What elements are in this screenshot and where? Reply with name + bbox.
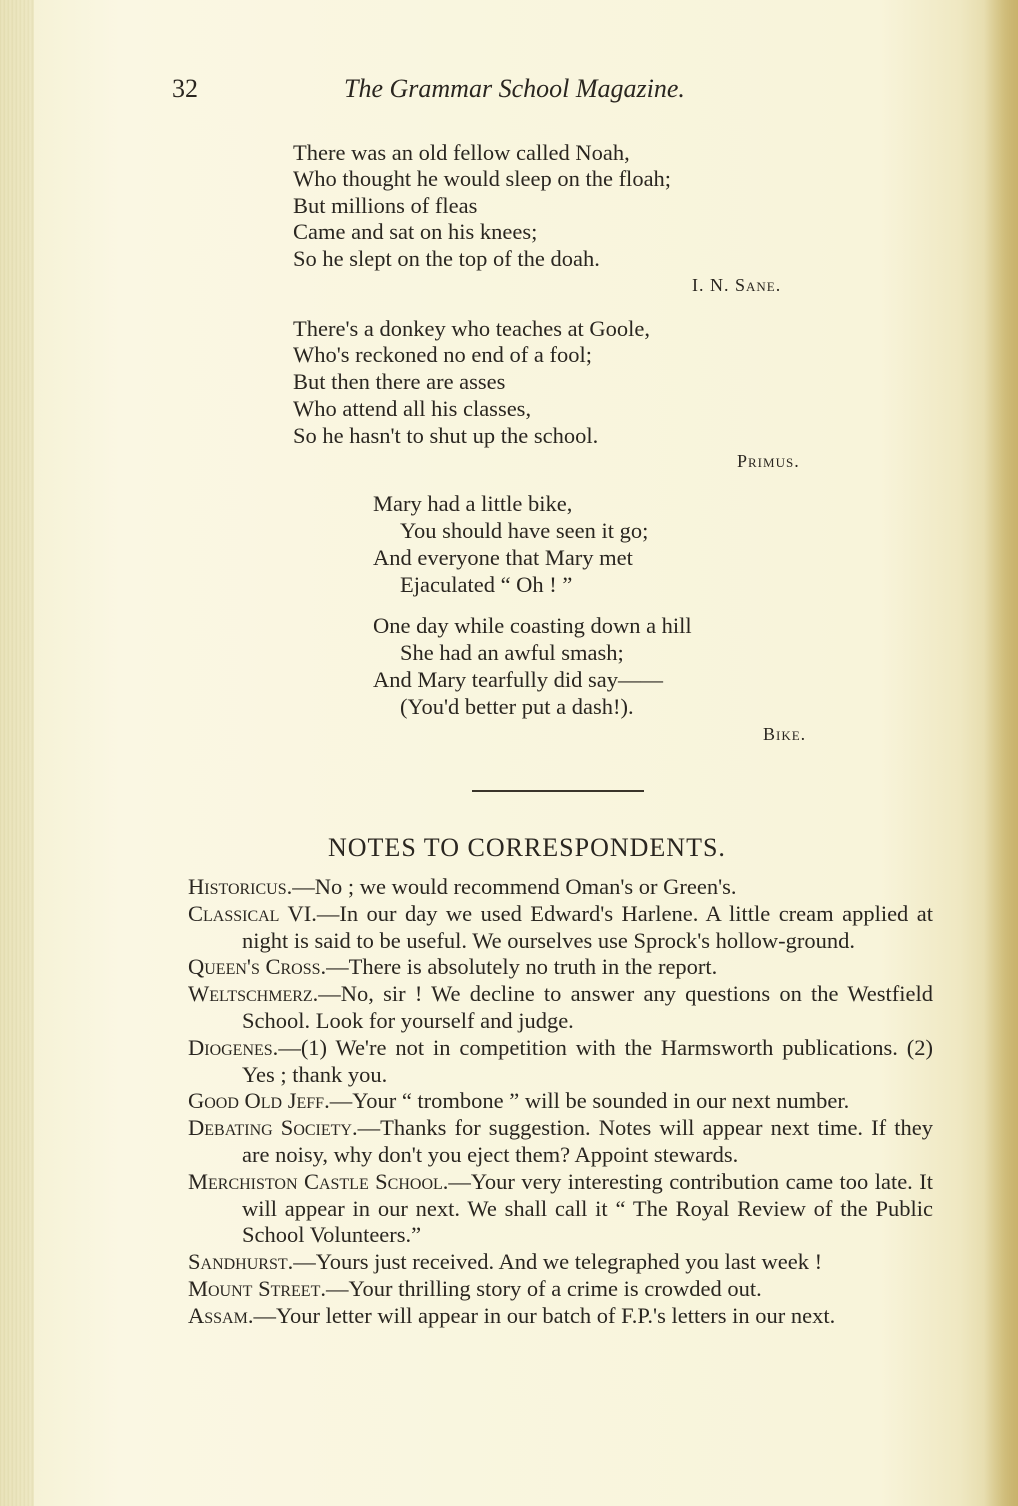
poem-line: So he hasn't to shut up the school. [293,423,599,448]
poem-line: You should have seen it go; [400,518,649,543]
note-entry [188,1035,933,1089]
poem-line: Mary had a little bike, [373,491,573,516]
note-text: —There is absolutely no truth in the report. [326,954,718,980]
page-number: 32 [172,74,198,103]
poem-line: Who thought he would sleep on the floah; [293,166,672,191]
poem-signature: Primus. [737,451,800,471]
correspondent-name: Debating Society. [188,1115,358,1141]
note-text: —Your letter will appear in our batch of F.P.'s letters in our next. [253,1302,836,1328]
poem-line: Came and sat on his knees; [293,219,538,244]
note-text: —Your thrilling story of a crime is crowded out. [325,1275,762,1301]
poem-line: And everyone that Mary met [373,545,633,570]
correspondent-name: Classical VI. [188,900,317,926]
poem-line: One day while coasting down a hill [373,613,692,638]
note-text: —Thanks for suggestion. Notes will appear next time. If they are noisy, why don't you eject them? Appoint stewards. [242,1115,934,1167]
correspondent-name: Queen's Cross. [188,954,327,980]
poem-line: But millions of fleas [293,193,478,218]
note-entry [188,1169,933,1249]
correspondent-name: Historicus. [188,874,293,899]
note-entry [188,1249,933,1276]
section-title: NOTES TO CORRESPONDENTS. [328,833,726,862]
correspondent-name: Good Old Jeff. [188,1088,330,1114]
page-header [172,74,812,114]
correspondent-name: Assam. [188,1302,254,1328]
poem-signature: I. N. Sane. [692,275,782,295]
note-entry [188,1115,933,1169]
poem-line: And Mary tearfully did say—— [373,667,663,692]
note-entry [188,981,933,1035]
note-entry [188,1276,933,1303]
right-page-edge-shadow [984,0,1018,1506]
correspondent-name: Mount Street. [188,1275,326,1301]
note-entry [188,1088,933,1115]
left-page-edge [0,0,34,1506]
note-text: —In our day we used Edward's Harlene. A little cream applied at night is said to be useful. We ourselves use Sprock's hollow-ground. [242,900,933,953]
poem-line: There's a donkey who teaches at Goole, [293,316,651,341]
poem-line: She had an awful smash; [400,640,624,665]
note-text: —Yours just received. And we telegraphed you last week ! [293,1249,823,1275]
section-divider [472,790,644,792]
note-text: —Your “ trombone ” will be sounded in our next number. [329,1088,850,1114]
note-entry [188,901,933,955]
note-text: —Your very interesting contribution came too late. It will appear in our next. We shall call it “ The Royal Review of the Public School Volunteers.” [242,1168,933,1248]
poem-signature: Bike. [763,724,807,744]
correspondent-name: Merchiston Castle School. [188,1168,449,1194]
note-text: —No, sir ! We decline to answer any questions on the Westfield School. Look for yourself and judge. [242,981,933,1033]
note-entry [188,954,933,981]
poem-line: Who's reckoned no end of a fool; [293,342,592,367]
poem-line: But then there are asses [293,369,506,394]
note-text: —No ; we would recommend Oman's or Green's. [292,874,737,899]
poem-line: So he slept on the top of the doah. [293,246,600,271]
poem-line: There was an old fellow called Noah, [293,140,630,165]
note-text: —(1) We're not in competition with the Harmsworth publications. (2) Yes ; thank you. [242,1034,933,1087]
running-title: The Grammar School Magazine. [344,74,685,103]
note-entry [188,1303,933,1330]
notes-to-correspondents [188,874,933,1330]
poem-line: Ejaculated “ Oh ! ” [400,572,573,597]
poem-line: (You'd better put a dash!). [400,694,634,719]
correspondent-name: Sandhurst. [188,1249,294,1275]
poem-line: Who attend all his classes, [293,396,532,421]
correspondent-name: Weltschmerz. [188,981,319,1007]
note-entry [188,874,933,901]
correspondent-name: Diogenes. [188,1034,279,1060]
